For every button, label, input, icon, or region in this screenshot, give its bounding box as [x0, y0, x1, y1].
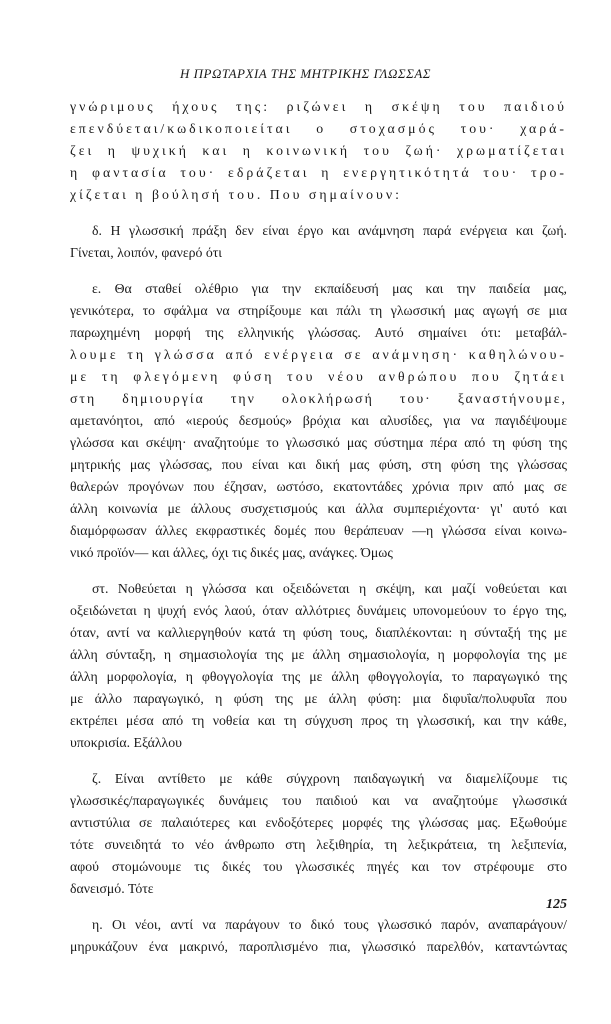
paragraph-epsilon — [70, 278, 567, 564]
paragraph-continuation — [70, 96, 567, 206]
text-line: γνώριμους ήχους της: ριζώνει η σκέψη του παιδιού — [70, 99, 567, 114]
text-line: ζ. Είναι αντίθετο με κάθε σύγχρονη παιδαγωγική να διαμελίζουμε τις — [92, 771, 567, 786]
text-line: εκτρέπει μέσα από τη νοθεία και τη σύγχυση προς τη γλωσσική, και την κάθε, — [70, 713, 567, 728]
text-line: επενδύεται/κωδικοποιείται ο στοχασμός του· χαρά- — [70, 121, 567, 136]
text-line: με άλλο παραγωγικό, η φύση της με άλλη φύση: μια διφυΐα/πολυφυΐα που — [70, 691, 567, 706]
text-line: με τη φλεγόμενη φύση του νέου ανθρώπου που ζητάει — [70, 369, 567, 384]
page-number: 125 — [546, 897, 567, 912]
text-line: γενικότερα, το σφάλμα να στηρίξουμε και πάλι τη γλωσσική μας αγωγή σε μια — [70, 303, 567, 318]
text-line: η φαντασία του· εδράζεται η ενεργητικότητά του· τρο- — [70, 165, 567, 180]
text-line: άλλη σύνταξη, η σημασιολογία της με άλλη σημασιολογία, η μορφολογία της με — [70, 647, 567, 662]
text-line: άλλη κοινωνία με άλλους συσχετισμούς και άλλα συμπεριέχοντα· γι' αυτό και — [70, 501, 567, 516]
text-line: δανεισμό. Τότε — [70, 881, 154, 896]
text-line: ζει η ψυχική και η κοινωνική του ζωή· χρωματίζεται — [70, 143, 567, 158]
text-line: λουμε τη γλώσσα από ενέργεια σε ανάμνηση· καθηλώνου- — [70, 347, 567, 362]
text-line: δ. Η γλωσσική πράξη δεν είναι έργο και ανάμνηση παρά ενέργεια και ζωή. — [92, 223, 567, 238]
text-line: γλώσσα και σκέψη· αναζητούμε το γλωσσικό μας σύστημα πέρα από τη φύση της — [70, 435, 567, 450]
text-line: θαλερών προγόνων που έζησαν, ωστόσο, εκατοντάδες χρόνια πριν από μας σε — [70, 479, 567, 494]
paragraph-delta — [70, 220, 567, 264]
text-line: στ. Νοθεύεται η γλώσσα και οξειδώνεται η σκέψη, και μαζί νοθεύεται και — [92, 581, 567, 596]
page-body — [70, 96, 567, 958]
text-line: ε. Θα σταθεί ολέθριο για την εκπαίδευσή μας και την παιδεία μας, — [92, 281, 567, 296]
text-line: αφού στομώνουμε τις δικές του γλωσσικές πηγές και τον στρέφουμε στο — [70, 859, 567, 874]
text-line: αντιστύλια σε παλαιότερες και ενδοξότερες μορφές της γλώσσας μας. Εξωθούμε — [70, 815, 567, 830]
text-line: μητρικής μας γλώσσας, που είναι και δική μας φύση, στη φύση της γλώσσας — [70, 457, 567, 472]
text-line: διαμόρφωσαν άλλες εκφραστικές δομές που θεράπευαν —η γλώσσα είναι κοινω- — [70, 523, 567, 538]
paragraph-stigma — [70, 578, 567, 754]
text-line: τότε συνειδητά το νέο άνθρωπο στη λεξιθηρία, τη λεξικράτεια, τη λεξιπενία, — [70, 837, 567, 852]
text-line: παρωχημένη μορφή της ελληνικής γλώσσας. Αυτό σημαίνει ότι: μεταβάλ- — [70, 325, 567, 340]
text-line: οξειδώνεται η ψυχή ενός λαού, όταν αλλότριες δυνάμεις υπονομεύουν το έργο της, — [70, 603, 567, 618]
text-line: Γίνεται, λοιπόν, φανερό ότι — [70, 245, 223, 260]
text-line: άλλη μορφολογία, η φθογγολογία της με άλλη φθογγολογία, το παραγωγικό της — [70, 669, 567, 684]
text-line: νικό προϊόν— και άλλες, όχι τις δικές μας, ανάγκες. Όμως — [70, 545, 393, 560]
text-line: η. Οι νέοι, αντί να παράγουν το δικό τους γλωσσικό παρόν, αναπαράγουν/ — [92, 917, 567, 932]
text-line: μηρυκάζουν ένα μακρινό, παροπλισμένο πια, γλωσσικό παρελθόν, καταντώντας — [70, 939, 567, 954]
paragraph-zeta — [70, 768, 567, 900]
text-line: αμετανόητοι, από «ιερούς δεσμούς» βρόχια και αλυσίδες, για να παγιδέψουμε — [70, 413, 567, 428]
text-line: όταν, αντί να καλλιεργηθούν κατά τη φύση τους, διαπλέκονται: η σύνταξή της με — [70, 625, 567, 640]
running-header: Η ΠΡΩΤΑΡΧΙΑ ΤΗΣ ΜΗΤΡΙΚΗΣ ΓΛΩΣΣΑΣ — [179, 66, 431, 81]
text-line: γλωσσικές/παραγωγικές δυνάμεις του παιδιού και να αναζητούμε γλωσσικά — [70, 793, 567, 808]
text-line: στη δημιουργία την ολοκλήρωσή του· ξαναστήνουμε, — [70, 391, 567, 406]
text-line: χίζεται η βούλησή του. Που σημαίνουν: — [70, 187, 402, 202]
text-line: υποκρισία. Εξάλλου — [70, 735, 182, 750]
paragraph-eta — [70, 914, 567, 958]
